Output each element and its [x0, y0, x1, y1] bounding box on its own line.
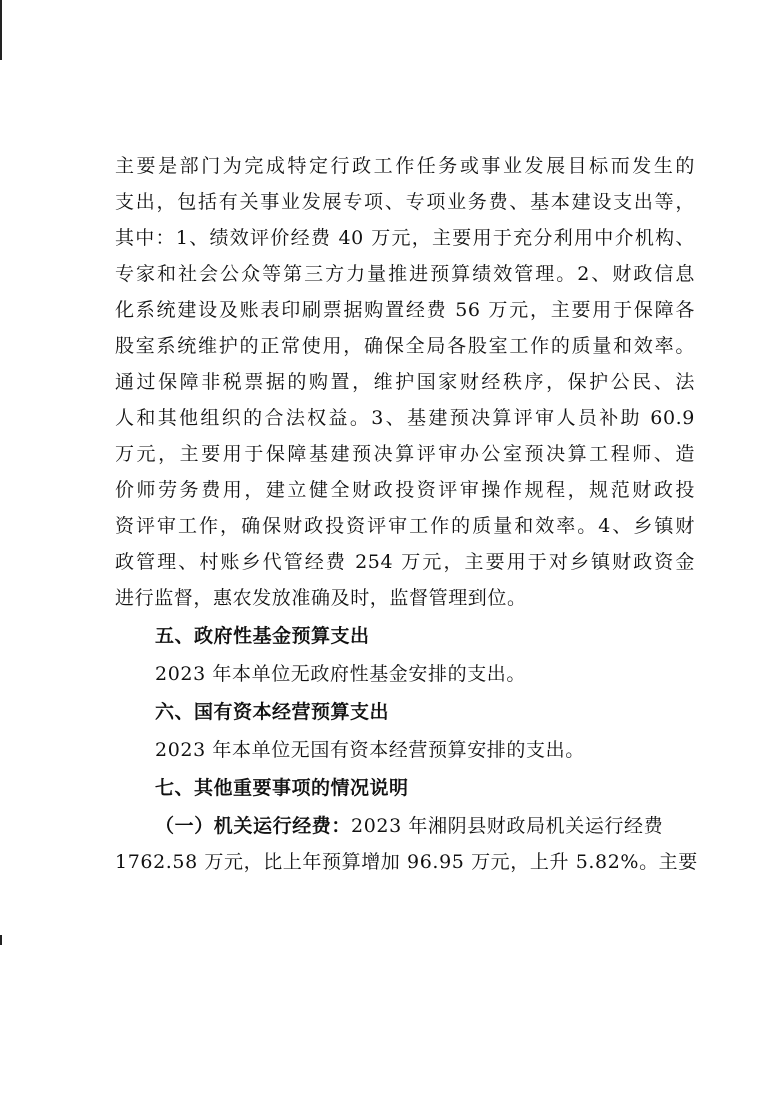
scan-edge-mark [0, 0, 2, 60]
paragraph-line: 资评审工作，确保财政投资评审工作的质量和效率。4、乡镇财 [115, 515, 695, 537]
paragraph-line: 万元，主要用于保障基建预决算评审办公室预决算工程师、造 [115, 443, 695, 465]
subsection-text: 2023 年湘阴县财政局机关运行经费 [351, 815, 664, 837]
paragraph-line: 主要是部门为完成特定行政工作任务或事业发展目标而发生的 [115, 155, 695, 177]
paragraph-line: 专家和社会公众等第三方力量推进预算绩效管理。2、财政信息 [115, 263, 695, 285]
paragraph-line: 进行监督，惠农发放准确及时，监督管理到位。 [115, 587, 527, 609]
paragraph-line: 其中：1、绩效评价经费 40 万元，主要用于充分利用中介机构、 [115, 227, 695, 249]
paragraph-line: 人和其他组织的合法权益。3、基建预决算评审人员补助 60.9 [115, 407, 695, 429]
paragraph-line: 政管理、村账乡代管经费 254 万元，主要用于对乡镇财政资金 [115, 551, 695, 573]
section-text-government-fund: 2023 年本单位无政府性基金安排的支出。 [155, 663, 526, 685]
paragraph-line: 价师劳务费用，建立健全财政投资评审操作规程，规范财政投 [115, 479, 695, 501]
subsection-operating-expenses [115, 808, 695, 844]
section-heading-other-matters: 七、其他重要事项的情况说明 [155, 777, 409, 799]
document-page [115, 148, 698, 880]
scan-edge-mark [0, 935, 2, 945]
paragraph-line: 通过保障非税票据的购置，维护国家财经秩序，保护公民、法 [115, 371, 695, 393]
section-text-state-capital: 2023 年本单位无国有资本经营预算安排的支出。 [155, 739, 585, 761]
paragraph-line: 支出，包括有关事业发展专项、专项业务费、基本建设支出等， [115, 191, 695, 213]
section-heading-government-fund: 五、政府性基金预算支出 [155, 625, 370, 647]
paragraph-project-expenditure [115, 148, 695, 616]
paragraph-line: 化系统建设及账表印刷票据购置经费 56 万元，主要用于保障各 [115, 299, 695, 321]
subsection-lead: （一）机关运行经费： [155, 815, 352, 837]
section-heading-state-capital: 六、国有资本经营预算支出 [155, 701, 390, 723]
subsection-continuation: 1762.58 万元，比上年预算增加 96.95 万元，上升 5.82%。主要 [115, 851, 698, 873]
paragraph-line: 股室系统维护的正常使用，确保全局各股室工作的质量和效率。 [115, 335, 695, 357]
